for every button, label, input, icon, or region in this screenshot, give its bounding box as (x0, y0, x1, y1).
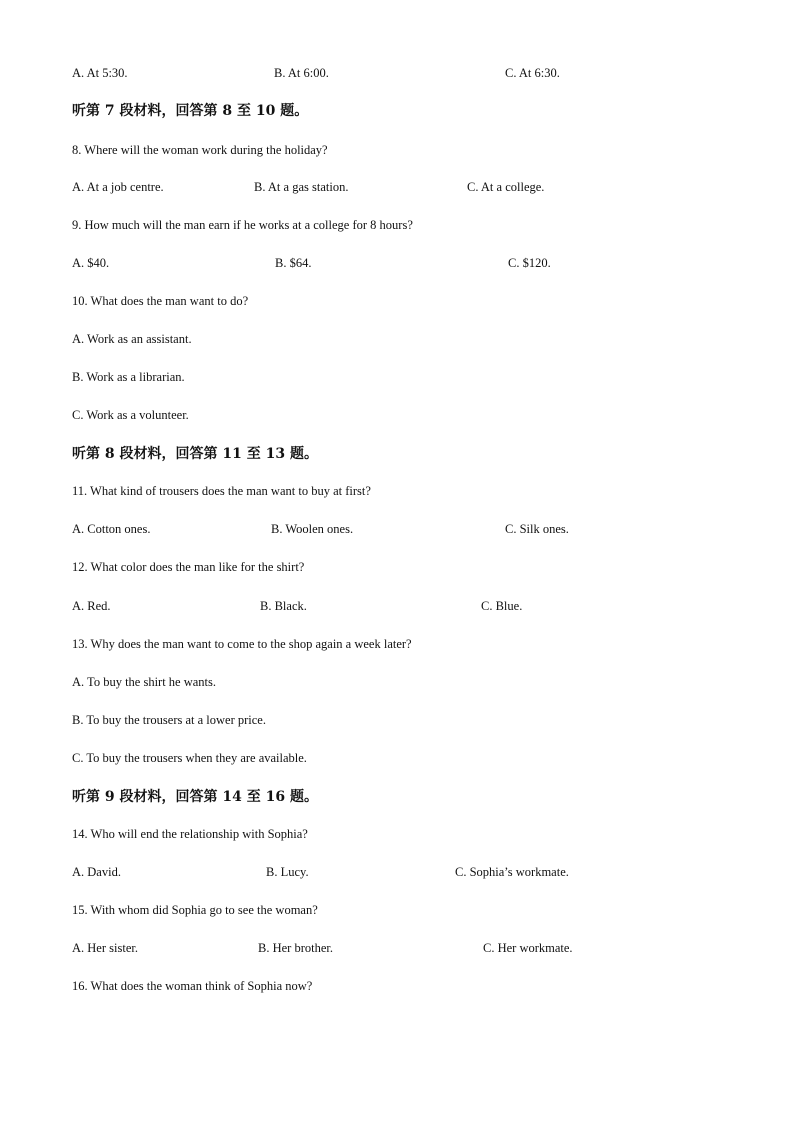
question-text: 13. Why does the man want to come to the shop again a week later? (72, 637, 412, 651)
question-text: 11. What kind of trousers does the man want to buy at first? (72, 484, 371, 498)
option-a: A. Work as an assistant. (72, 332, 192, 346)
option-b: B. At 6:00. (274, 66, 329, 80)
question-text: 12. What color does the man like for the shirt? (72, 560, 305, 574)
option-b: B. Lucy. (266, 865, 309, 879)
option-a: A. $40. (72, 256, 110, 270)
option-b: B. Woolen ones. (271, 522, 354, 536)
option-c: C. Her workmate. (483, 941, 573, 955)
option-c: C. Sophia’s workmate. (455, 865, 569, 879)
question-text: 14. Who will end the relationship with Sophia? (72, 827, 308, 841)
option-a: A. Her sister. (72, 941, 138, 955)
option-b: B. Black. (260, 599, 307, 613)
option-a: A. To buy the shirt he wants. (72, 675, 217, 689)
option-b: B. At a gas station. (254, 180, 349, 194)
section-heading: 听第 7 段材料，回答第 8 至 10 题。 (72, 103, 309, 119)
option-a: A. Red. (72, 599, 111, 613)
option-a: A. David. (72, 865, 121, 879)
question-text: 16. What does the woman think of Sophia now? (72, 979, 313, 993)
option-c: C. Work as a volunteer. (72, 408, 189, 422)
option-c: C. $120. (508, 256, 551, 270)
option-a: A. Cotton ones. (72, 522, 151, 536)
option-c: C. Blue. (481, 599, 523, 613)
section-heading: 听第 8 段材料，回答第 11 至 13 题。 (72, 446, 318, 462)
option-b: B. Her brother. (258, 941, 333, 955)
option-a: A. At a job centre. (72, 180, 164, 194)
question-text: 10. What does the man want to do? (72, 294, 249, 308)
option-c: C. Silk ones. (505, 522, 569, 536)
section-heading: 听第 9 段材料，回答第 14 至 16 题。 (72, 789, 318, 805)
question-text: 8. Where will the woman work during the holiday? (72, 143, 328, 157)
option-b: B. $64. (275, 256, 312, 270)
question-text: 9. How much will the man earn if he works at a college for 8 hours? (72, 218, 413, 232)
question-text: 15. With whom did Sophia go to see the woman? (72, 903, 318, 917)
option-c: C. To buy the trousers when they are available. (72, 751, 307, 765)
option-b: B. To buy the trousers at a lower price. (72, 713, 266, 727)
option-a: A. At 5:30. (72, 66, 128, 80)
option-c: C. At a college. (467, 180, 545, 194)
option-c: C. At 6:30. (505, 66, 560, 80)
option-b: B. Work as a librarian. (72, 370, 185, 384)
